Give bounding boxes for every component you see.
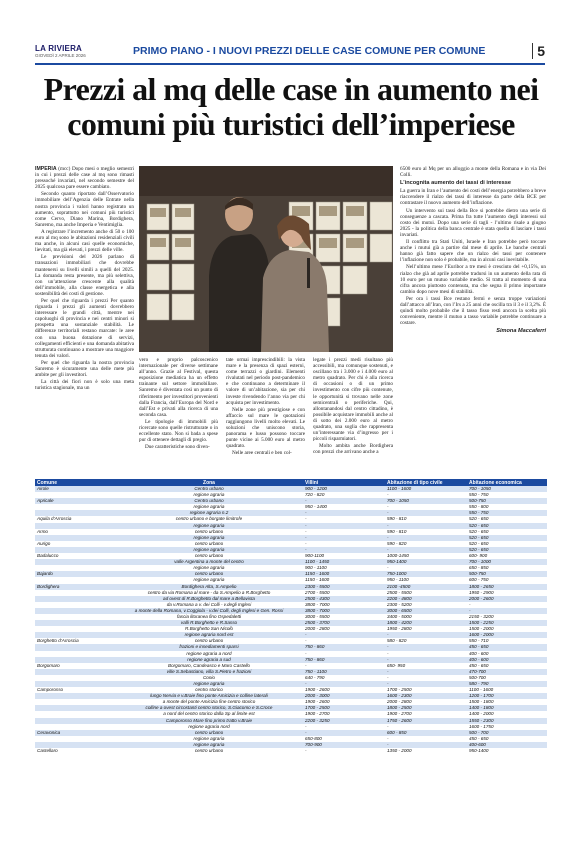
cell-villini: 750 - 860	[303, 644, 385, 650]
cell-civile: 2000 - 2800	[385, 699, 467, 705]
cell-civile: 1900 - 2700	[385, 711, 467, 717]
cell-villini: -	[303, 529, 385, 535]
cell-comune: Badalucco	[35, 553, 115, 559]
paragraph: Per ora i tassi Bce restano fermi e senza troppe variazioni dall’attacco all’Iran, con l’Irs a 25 anni che oscilla tra il 3 e il 3,2%. È quindi molto probabile che il tasso fisso resti ancora la scelta più conveniente, mentre il mutuo a tasso variabile potrebbe continuare a costare.	[400, 295, 546, 327]
cell-civile: -	[385, 657, 467, 663]
cell-zona: regione agraria	[115, 742, 303, 748]
cell-economica: 520 - 650	[467, 516, 547, 522]
cell-zona: a monte del ponte Amicizia fine centro storico	[115, 699, 303, 705]
cell-economica: 1400 - 1800	[467, 705, 547, 711]
cell-zona: valle Argentina a monte del centro	[115, 559, 303, 565]
cell-civile: -	[385, 510, 467, 516]
table-row	[35, 748, 547, 754]
cell-comune: Bajardo	[35, 571, 115, 577]
cell-villini: 2500 - 3700	[303, 620, 385, 626]
cell-zona: Borgomaro, Candeasco e Maro Castello	[115, 663, 303, 669]
cell-economica: 700 - 1000	[467, 559, 547, 565]
paragraph: legate i prezzi medi risultano più accessibili, ma comunque sostenuti, e oscillano tra i 3.000 e i 4.000 euro al metro quadrato. Per chi è alla ricerca di occasioni o di un primo investimento con cifre più contenute, le opportunità si trovano nelle zone semicentrali o periferiche. Qui, allontanandosi dal centro cittadino, è possibile acquistare immobili anche al di sotto dei 2.000 euro al metro quadrato, una soglia che rappresenta un’interessante via d’ingresso per i piccoli risparmiatori.	[313, 357, 393, 443]
cell-civile: -	[385, 742, 467, 748]
cell-comune: Borgomaro	[35, 663, 115, 669]
cell-economica: 1200 - 1700	[467, 693, 547, 699]
cell-civile: 1950 - 2800	[385, 626, 467, 632]
cell-comune: Camporosso	[35, 687, 115, 693]
cell-civile: 1800 - 4200	[385, 620, 467, 626]
cell-villini: 900 - 1100	[303, 565, 385, 571]
cell-economica: 520 - 650	[467, 535, 547, 541]
cell-villini: 3000 - 5500	[303, 614, 385, 620]
cell-civile: -	[385, 492, 467, 498]
cell-zona: regione agraria	[115, 736, 303, 742]
cell-economica: 400 - 600	[467, 651, 547, 657]
cell-zona: regione agraria	[115, 492, 303, 498]
cell-civile: -	[385, 632, 467, 638]
cell-zona: regione agraria	[115, 577, 303, 583]
cell-villini: -	[303, 523, 385, 529]
cell-civile: 580 - 820	[385, 638, 467, 644]
article-column-1	[35, 166, 134, 392]
cell-economica: 500-750	[467, 571, 547, 577]
cell-civile: 750-1000	[385, 571, 467, 577]
cell-zona: regione agraria a nord	[115, 651, 303, 657]
cell-comune: Aquila d’Arroscia	[35, 516, 115, 522]
paragraph: Secondo quanto riportato dall’Osservatorio immobiliare dell’Agenzia delle Entrate nella nostra provincia i valori hanno registrato un aumento, soprattutto nei comuni più turistici come Cervo, Diano Marina, Bordighera, Sanremo, ma anche Imperia e Ventimiglia.	[35, 191, 134, 228]
cell-economica: -	[467, 608, 547, 614]
article-column-3	[226, 357, 305, 458]
cell-zona: R.Borghetto San Nicolò	[115, 626, 303, 632]
cell-zona: regione agraria	[115, 523, 303, 529]
cell-villini: 2500 - 4300	[303, 596, 385, 602]
cell-villini: 700-900	[303, 742, 385, 748]
cell-economica: 550 - 750	[467, 510, 547, 516]
cell-economica: 700 - 1050	[467, 486, 547, 492]
cell-villini: 650-800	[303, 736, 385, 742]
cell-zona: Centro urbano	[115, 486, 303, 492]
cell-economica: 600- 900	[467, 553, 547, 559]
paragraph: Il conflitto tra Stati Uniti, Israele e Iran potrebbe però toccare anche i mutui già a partire dal mese di aprile. Le banche centrali hanno già fatto sapere che un rialzo dei tassi per contenere l’inflazione non solo è probabile, ma in alcuni casi inevitabile.	[400, 239, 546, 264]
cell-comune: Castellaro	[35, 748, 115, 754]
cell-civile: -	[385, 724, 467, 730]
cell-civile: 950 - 1100	[385, 577, 467, 583]
cell-civile: -	[385, 736, 467, 742]
cell-economica: 450 - 650	[467, 644, 547, 650]
cell-economica: 400 - 600	[467, 657, 547, 663]
cell-zona: centro urbano	[115, 553, 303, 559]
article-headline: Prezzi al mq delle case in aumento nei comuni più turistici dell’imperiese	[43, 71, 539, 142]
paragraph: Per quel che riguarda la nostra provincia Sanremo è sicuramente una delle mete più ambite per gli investitori.	[35, 359, 134, 379]
cell-comune: Airole	[35, 486, 115, 492]
cell-civile: 1000-1450	[385, 553, 467, 559]
cell-villini: 900-1100	[303, 553, 385, 559]
cell-zona: regione agraria	[115, 681, 303, 687]
cell-villini: -	[303, 748, 385, 754]
section-title: PRIMO PIANO - I NUOVI PREZZI DELLE CASE COMUNE PER COMUNE	[133, 45, 486, 57]
cell-villini: 2700 - 5500	[303, 590, 385, 596]
cell-villini: 720 - 820	[303, 492, 385, 498]
cell-villini: 1900 - 2600	[303, 687, 385, 693]
cell-civile: 3000 - 6500	[385, 608, 467, 614]
header-economica: Abitazione economica	[467, 479, 547, 486]
cell-villini: 900 - 1200	[303, 486, 385, 492]
cell-economica: 450 - 650	[467, 736, 547, 742]
cell-civile: 2200 - 4800	[385, 596, 467, 602]
cell-civile: 650- 950	[385, 663, 467, 669]
cell-zona: centro da via Romana al mare - da S.Ampelio a R.Borghetto	[115, 590, 303, 596]
cell-economica: 1500 - 2250	[467, 620, 547, 626]
cell-zona: centro urbano	[115, 529, 303, 535]
cell-zona: regione agraria	[115, 565, 303, 571]
cell-economica: 1500 - 2000	[467, 626, 547, 632]
cell-zona: fascia litoranea fino Ospedaletti	[115, 614, 303, 620]
cell-villini: -	[303, 681, 385, 687]
cell-comune: Borghetto d’Arroscia	[35, 638, 115, 644]
cell-zona: da v.Romana a v. dei Colli - v.degli Inglesi	[115, 602, 303, 608]
cell-economica: 1550 - 2300	[467, 718, 547, 724]
subheading: L’incognita aumento dei tassi di interesse	[400, 180, 511, 187]
paragraph: Un intervento sui tassi della Bce si potrebbe dietro una serie di conseguenze a cascata. Prima fra tutte l’aumento degli interessi sul costo dei mutui. Dopo una serie di tagli - l’ultimo risale a giugno 2025 - la politica della banca centrale è stata quella di lasciare i tassi invariati.	[400, 207, 546, 238]
paragraph: Le previsioni del 2026 parlano di transazioni immobiliari che dovrebbe mantenersi su livelli simili a quelli del 2025. La domanda resta presente, ma più selettiva, con un’attenzione crescente alla qualità dell’immobile, alla classe energetica e alla sostenibilità dei costi di gestione.	[35, 254, 134, 297]
paragraph: Molto ambita anche Bordighera con prezzi che arrivano anche a	[313, 443, 393, 456]
cell-zona: colline a ovest circostanti centro storico, S.Giacomo e S.Croce	[115, 705, 303, 711]
cell-villini: -	[303, 651, 385, 657]
cell-villini: 3800 - 7000	[303, 602, 385, 608]
cell-zona: regione agraria nord	[115, 724, 303, 730]
cell-economica: 520 - 650	[467, 523, 547, 529]
cell-economica: 1600 - 1750	[467, 724, 547, 730]
cell-villini: -	[303, 638, 385, 644]
cell-economica: 550 - 750	[467, 492, 547, 498]
cell-villini: 640 - 790	[303, 675, 385, 681]
cell-zona: regione agraria	[115, 535, 303, 541]
cell-economica: 500-700	[467, 675, 547, 681]
cell-zona: a monte della Romana, v.Coggiola - v.dei Colli, degli Inglesi e Gen. Rossi	[115, 608, 303, 614]
cell-civile: -	[385, 547, 467, 553]
cell-zona: ville S.Sebastiano, villa S.Pietro e frazioni	[115, 669, 303, 675]
paragraph: Per quel che riguarda i prezzi Per quanto riguarda i prezzi gli aumenti dovrebbero interessare le grandi città, mentre nei capoluoghi di provincia e nei centri minori si prospetta una sostanziale stabilità. Le differenze territoriali restano marcate: le aree con una buona dotazione di servizi, collegamenti efficienti e una domanda abitativa strutturata continuano a mostrare una maggiore tenuta dei valori.	[35, 297, 134, 359]
cell-villini: -	[303, 663, 385, 669]
cell-civile: -	[385, 669, 467, 675]
cell-zona: regione agraria	[115, 547, 303, 553]
cell-villini: -	[303, 535, 385, 541]
header-villini: Villini	[303, 479, 385, 486]
cell-villini: 750 - 860	[303, 657, 385, 663]
paragraph: Due caratteristiche sono diven-	[145, 444, 210, 451]
cell-villini: -	[303, 516, 385, 522]
article-photo	[139, 166, 393, 352]
cell-civile: -	[385, 535, 467, 541]
cell-villini: 1900 - 2600	[303, 699, 385, 705]
cell-economica: 500 - 700	[467, 730, 547, 736]
price-table	[35, 479, 547, 754]
cell-economica: 1100 - 1600	[467, 687, 547, 693]
cell-economica: 550 - 710	[467, 638, 547, 644]
page-number: 5	[532, 43, 545, 59]
cell-civile: 2100 -4500	[385, 584, 467, 590]
paragraph: Nelle zone più prestigiose e con affaccio sul mare le quotazioni raggiungono livelli molto elevati. Le soluzioni che uniscono storia, panorama e lusso possono toccare punte vicine ai 5.000 euro al metro quadrato.	[226, 406, 305, 450]
cell-zona: Conio	[115, 675, 303, 681]
article-column-5	[400, 166, 546, 334]
cell-zona: centro urbano	[115, 638, 303, 644]
article-column-2	[139, 357, 218, 451]
cell-civile: -	[385, 675, 467, 681]
cell-economica: 520 - 650	[467, 529, 547, 535]
cell-economica: 2150 - 3200	[467, 614, 547, 620]
cell-villini: 1150 - 1600	[303, 577, 385, 583]
cell-comune: Ceravonica	[35, 730, 115, 736]
cell-villini: -	[303, 498, 385, 504]
cell-civile: 1700 - 2500	[385, 687, 467, 693]
cell-zona: centro urbano	[115, 571, 303, 577]
header-comune: Comune	[35, 479, 115, 486]
cell-zona: Bordighera Alta, S.Ampelio	[115, 584, 303, 590]
cell-villini: 1100 - 1450	[303, 559, 385, 565]
cell-villini: 2300 - 5500	[303, 584, 385, 590]
cell-economica: 1950 - 2900	[467, 590, 547, 596]
cell-zona: valli R.Borghetto e R.Sasso	[115, 620, 303, 626]
cell-comune: Armo	[35, 529, 115, 535]
cell-villini: 2200 - 3250	[303, 718, 385, 724]
cell-civile: 950-1400	[385, 559, 467, 565]
cell-economica: 950-1400	[467, 748, 547, 754]
cell-zona: ad ovest di R.Borghetto dal mare a Bellavista	[115, 596, 303, 602]
cell-civile: 590 - 810	[385, 529, 467, 535]
cell-zona: Centro urbano	[115, 498, 303, 504]
header-rule	[35, 63, 545, 65]
cell-civile: 1800 - 2500	[385, 705, 467, 711]
paragraph: La città dei fiori non è solo una meta turistica stagionale, ma un	[35, 379, 134, 392]
cell-villini: 950 - 1400	[303, 504, 385, 510]
author-signature: Simona Maccaferri	[496, 328, 546, 335]
paragraph: A registrare l’incremento anche di 50 o 100 euro al mq sono le abitazioni residenziali civili ma anche, in alcuni casi quelle economiche, lievitati, ma già elevati, i prezzi delle ville.	[35, 228, 134, 254]
cell-economica: 1500 - 1800	[467, 699, 547, 705]
cell-economica: 650 - 850	[467, 565, 547, 571]
cell-zona: centro urbano	[115, 748, 303, 754]
cell-civile: 1100 - 1600	[385, 486, 467, 492]
cell-civile: 2500 - 5500	[385, 590, 467, 596]
cell-zona: frazioni e insediamenti sparsi	[115, 644, 303, 650]
cell-villini: -	[303, 510, 385, 516]
paragraph: Nell’ultimo mese l’Euribor a tre mesi è cresciuto del +0,15%, un rialzo che già ad aprile potrebbe tradursi in un aumento della rata di 10 euro per un mutuo variabile medio. Si tratta al momento di una cifra ancora piuttosto contenuta, ma che segna il primo importante cambio dopo nove mesi di stabilità.	[400, 264, 546, 295]
cell-civile: 1750 - 2600	[385, 718, 467, 724]
cell-civile: -	[385, 504, 467, 510]
issue-date: GIOVEDÌ 2 APRILE 2026	[35, 53, 86, 58]
cell-economica: 600 - 750	[467, 577, 547, 583]
cell-civile: -	[385, 644, 467, 650]
cell-civile: 590 - 810	[385, 516, 467, 522]
cell-zona: centro urbano	[115, 730, 303, 736]
cell-civile: 700 - 1050	[385, 498, 467, 504]
cell-civile: 2300 - 5200	[385, 602, 467, 608]
article-column-4	[313, 357, 393, 457]
cell-zona: regione agraria nord est	[115, 632, 303, 638]
cell-economica: 520 - 650	[467, 541, 547, 547]
cell-villini: -	[303, 730, 385, 736]
cell-comune: Aurigo	[35, 541, 115, 547]
cell-civile: 3400 - 5000	[385, 614, 467, 620]
cell-economica: 1800 - 2650	[467, 584, 547, 590]
header-zona: Zona	[115, 479, 303, 486]
paragraph: Le tipologie di immobili più ricercate sono quelle ristrutturate o in eccellente stato. Non si bada a spese pur di ottenere dettagli di pregio.	[139, 418, 218, 444]
newspaper-brand: LA RIVIERA	[35, 44, 83, 53]
cell-civile: 1600 - 2300	[385, 693, 467, 699]
masthead	[35, 44, 545, 64]
cell-zona: a nord del centro storico dalla Sp al limite est	[115, 711, 303, 717]
cell-villini: 1150 - 1600	[303, 571, 385, 577]
cell-zona: regione agraria a sud	[115, 657, 303, 663]
cell-civile: -	[385, 651, 467, 657]
cell-zona: centro urbano	[115, 541, 303, 547]
cell-zona: lungo Nervia e v.Braie fino ponte Amicizia e colline laterali	[115, 693, 303, 699]
dateline: IMPERIA	[35, 166, 57, 172]
cell-civile: -	[385, 681, 467, 687]
cell-villini: -	[303, 541, 385, 547]
cell-economica: 400-600	[467, 742, 547, 748]
paragraph: La guerra in Iran e l’aumento dei costi dell’energia potrebbero a breve riaccendere il rialzo dei tassi di interesse da parte della BCE per contrastare il nuovo aumento dell’inflazione.	[400, 188, 546, 207]
cell-zona: regione agraria n.2	[115, 510, 303, 516]
cell-villini: -	[303, 632, 385, 638]
table-header-row	[35, 479, 547, 486]
cell-zona: centro urbano e borgate limitrofe	[115, 516, 303, 522]
cell-villini: 1700 - 2500	[303, 705, 385, 711]
lead-paragraph	[35, 166, 134, 190]
cell-economica: 2000 - 2600	[467, 596, 547, 602]
cell-civile: 590 - 820	[385, 541, 467, 547]
cell-villini: 750 - 1100	[303, 669, 385, 675]
cell-comune: Bordighera	[35, 584, 115, 590]
cell-economica: 580 - 790	[467, 681, 547, 687]
cell-economica: 1400 - 2000	[467, 711, 547, 717]
cell-civile: -	[385, 565, 467, 571]
cell-villini: 1900 - 2700	[303, 711, 385, 717]
header-civile: Abitazione di tipo civile	[385, 479, 467, 486]
cell-economica: -	[467, 602, 547, 608]
cell-economica: 520 - 650	[467, 547, 547, 553]
paragraph: Nelle aree centrali e ben col-	[232, 450, 292, 457]
cell-zona: Camporosso Mare fino primo tratto v.Braie	[115, 718, 303, 724]
cell-zona: centro storico	[115, 687, 303, 693]
cell-villini: -	[303, 547, 385, 553]
cell-villini: 2000 - 3000	[303, 693, 385, 699]
cell-villini: 2000 - 2800	[303, 626, 385, 632]
paragraph: tate ormai imprescindibili: la vista mare e la presenza di spazi esterni, come terrazzi o giardini. Elementi rivalutati nel periodo post-pandemico e che continuano a determinare il valore di un’abitazione, sia per chi investe rivendendo l’anno via per chi acquista per investimento.	[226, 357, 305, 406]
cell-comune: Apricale	[35, 498, 115, 504]
cell-civile: -	[385, 523, 467, 529]
cell-villini: -	[303, 724, 385, 730]
cell-economica: 550 - 800	[467, 504, 547, 510]
cell-economica: 500-750	[467, 498, 547, 504]
paragraph: 6500 euro al Mq per un alloggio a monte della Romana e in via Dei Colli.	[400, 166, 546, 179]
paragraph: vero e proprio palcoscenico internazionale per diverse settimane all’anno. Grazie al Festival, questa esposizione mediatica ha un effetto trainante sul settore immobiliare. Sanremo è diventata così un punto di riferimento per investitori provenienti dalla Francia, dall’Europa del Nord e dall’Est e privati alla ricerca di una seconda casa.	[139, 357, 218, 418]
price-table-container	[35, 479, 547, 754]
cell-civile: 1350 - 2000	[385, 748, 467, 754]
cell-zona: regione agraria	[115, 504, 303, 510]
cell-economica: 470-700	[467, 669, 547, 675]
table-body	[35, 486, 547, 754]
cell-economica: 450 - 650	[467, 663, 547, 669]
cell-economica: 1600 - 2000	[467, 632, 547, 638]
lead-text: (mcc) Dopo mesi o meglio semestri in cui i prezzi delle case al mq sono rimasti pressoché invariati, nel secondo semestre del 2025 qualcosa pare essere cambiato.	[35, 166, 134, 191]
cell-villini: 3800 - 7000	[303, 608, 385, 614]
cell-civile: 600 - 850	[385, 730, 467, 736]
